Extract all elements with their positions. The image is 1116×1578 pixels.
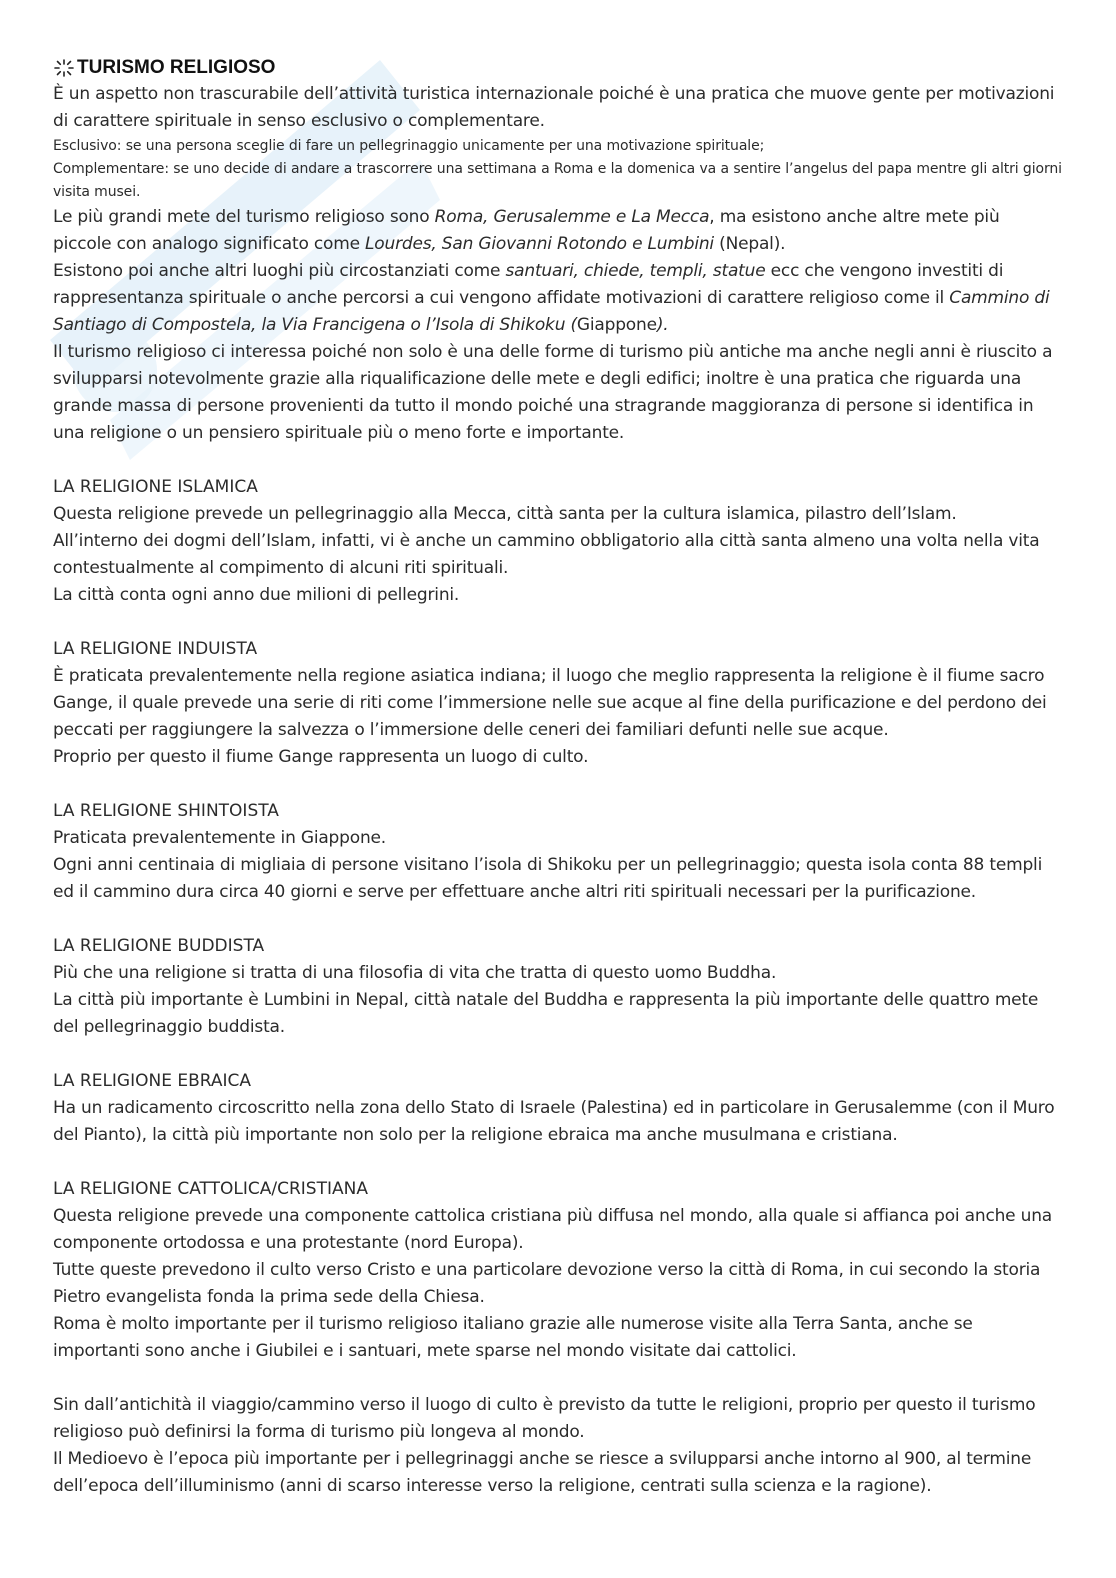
islamica-paragraph: All’interno dei dogmi dell’Islam, infatti, vi è anche un cammino obbligatorio alla città santa almeno una volta nella vita contestualmente al compimento di alcuni riti spirituali. [53, 531, 1040, 578]
induista-paragraph: È praticata prevalentemente nella regione asiatica indiana; il luogo che meglio rappresenta la religione è il fiume sacro Gange, il quale prevede una serie di riti come l’immersione nelle sue acque al fine della purificazione e del perdono dei peccati per raggiungere la salvezza o l’immersione delle ceneri dei familiari defunti nelle sue acque. [53, 666, 1047, 740]
cattolica-paragraph: Roma è molto importante per il turismo religioso italiano grazie alle numerose visite alla Terra Santa, anche se importanti sono anche i Giubilei e i santuari, mete sparse nel mondo visitate dai cattolici. [53, 1314, 973, 1361]
islamica-paragraph: Questa religione prevede un pellegrinaggio alla Mecca, città santa per la cultura islamica, pilastro dell’Islam. [53, 504, 957, 524]
section-heading-ebraica: LA RELIGIONE EBRAICA [53, 1071, 252, 1091]
conclusione-paragraph: Il Medioevo è l’epoca più importante per i pellegrinaggi anche se riesce a svilupparsi anche intorno al 900, al termine dell’epoca dell’illuminismo (anni di scarso interesse verso la religione, centrati sulla scienza e la ragione). [53, 1449, 1032, 1496]
buddista-paragraph: La città più importante è Lumbini in Nepal, città natale del Buddha e rappresenta la più importante delle quattro mete del pellegrinaggio buddista. [53, 990, 1039, 1037]
conclusione-paragraph: Sin dall’antichità il viaggio/cammino verso il luogo di culto è previsto da tutte le religioni, proprio per questo il turismo religioso può definirsi la forma di turismo più longeva al mondo. [53, 1395, 1036, 1442]
cattolica-paragraph: Questa religione prevede una componente cattolica cristiana più diffusa nel mondo, alla quale si affianca poi anche una componente ortodossa e una protestante (nord Europa). [53, 1206, 1052, 1253]
section-heading-cattolica: LA RELIGIONE CATTOLICA/CRISTIANA [53, 1179, 368, 1199]
esclusivo-definition: Esclusivo: se una persona sceglie di fare un pellegrinaggio unicamente per una motivazione spirituale; [53, 138, 765, 154]
section-heading-islamica: LA RELIGIONE ISLAMICA [53, 477, 258, 497]
luoghi-paragraph: Esistono poi anche altri luoghi più circostanziati come santuari, chiede, templi, statue ecc che vengono investiti di rappresentanza spirituale o anche percorsi a cui vengono affidate motivazioni di carattere religioso come il Cammino di Santiago di Compostela, la Via Francigena o l’Isola di Shikoku (Giappone). [53, 261, 1050, 335]
shintoista-paragraph: Praticata prevalentemente in Giappone. [53, 828, 386, 848]
shintoista-paragraph: Ogni anni centinaia di migliaia di persone visitano l’isola di Shikoku per un pellegrinaggio; questa isola conta 88 templi ed il cammino dura circa 40 giorni e serve per effettuare anche altri riti spirituali necessari per la purificazione. [53, 855, 1043, 902]
interesse-paragraph: Il turismo religioso ci interessa poiché non solo è una delle forme di turismo più antiche ma anche negli anni è riuscito a svilupparsi notevolmente grazie alla riqualificazione delle mete e degli edifici; inoltre è una pratica che riguarda una grande massa di persone provenienti da tutto il mondo poiché una stragrande maggioranza di persone si identifica in una religione o un pensiero spirituale più o meno forte e importante. [53, 342, 1053, 443]
buddista-paragraph: Più che una religione si tratta di una filosofia di vita che tratta di questo uomo Buddha. [53, 963, 777, 983]
document-page [53, 54, 1063, 1500]
title-text: TURISMO RELIGIOSO [77, 57, 276, 78]
sparkle-bullet-icon [53, 58, 75, 78]
section-heading-induista: LA RELIGIONE INDUISTA [53, 639, 258, 659]
section-heading-buddista: LA RELIGIONE BUDDISTA [53, 936, 265, 956]
intro-paragraph: È un aspetto non trascurabile dell’attività turistica internazionale poiché è una pratica che muove gente per motivazioni di carattere spirituale in senso esclusivo o complementare. [53, 84, 1055, 131]
mete-paragraph: Le più grandi mete del turismo religioso sono Roma, Gerusalemme e La Mecca, ma esistono anche altre mete più piccole con analogo significato come Lourdes, San Giovanni Rotondo e Lumbini (Nepal). [53, 207, 1000, 254]
document-title [53, 54, 1063, 81]
section-heading-shintoista: LA RELIGIONE SHINTOISTA [53, 801, 279, 821]
induista-paragraph: Proprio per questo il fiume Gange rappresenta un luogo di culto. [53, 747, 589, 767]
cattolica-paragraph: Tutte queste prevedono il culto verso Cristo e una particolare devozione verso la città di Roma, in cui secondo la storia Pietro evangelista fonda la prima sede della Chiesa. [53, 1260, 1041, 1307]
complementare-definition: Complementare: se uno decide di andare a trascorrere una settimana a Roma e la domenica va a sentire l’angelus del papa mentre gli altri giorni visita musei. [53, 161, 1062, 200]
ebraica-paragraph: Ha un radicamento circoscritto nella zona dello Stato di Israele (Palestina) ed in particolare in Gerusalemme (con il Muro del Pianto), la città più importante non solo per la religione ebraica ma anche musulmana e cristiana. [53, 1098, 1055, 1145]
islamica-paragraph: La città conta ogni anno due milioni di pellegrini. [53, 585, 460, 605]
